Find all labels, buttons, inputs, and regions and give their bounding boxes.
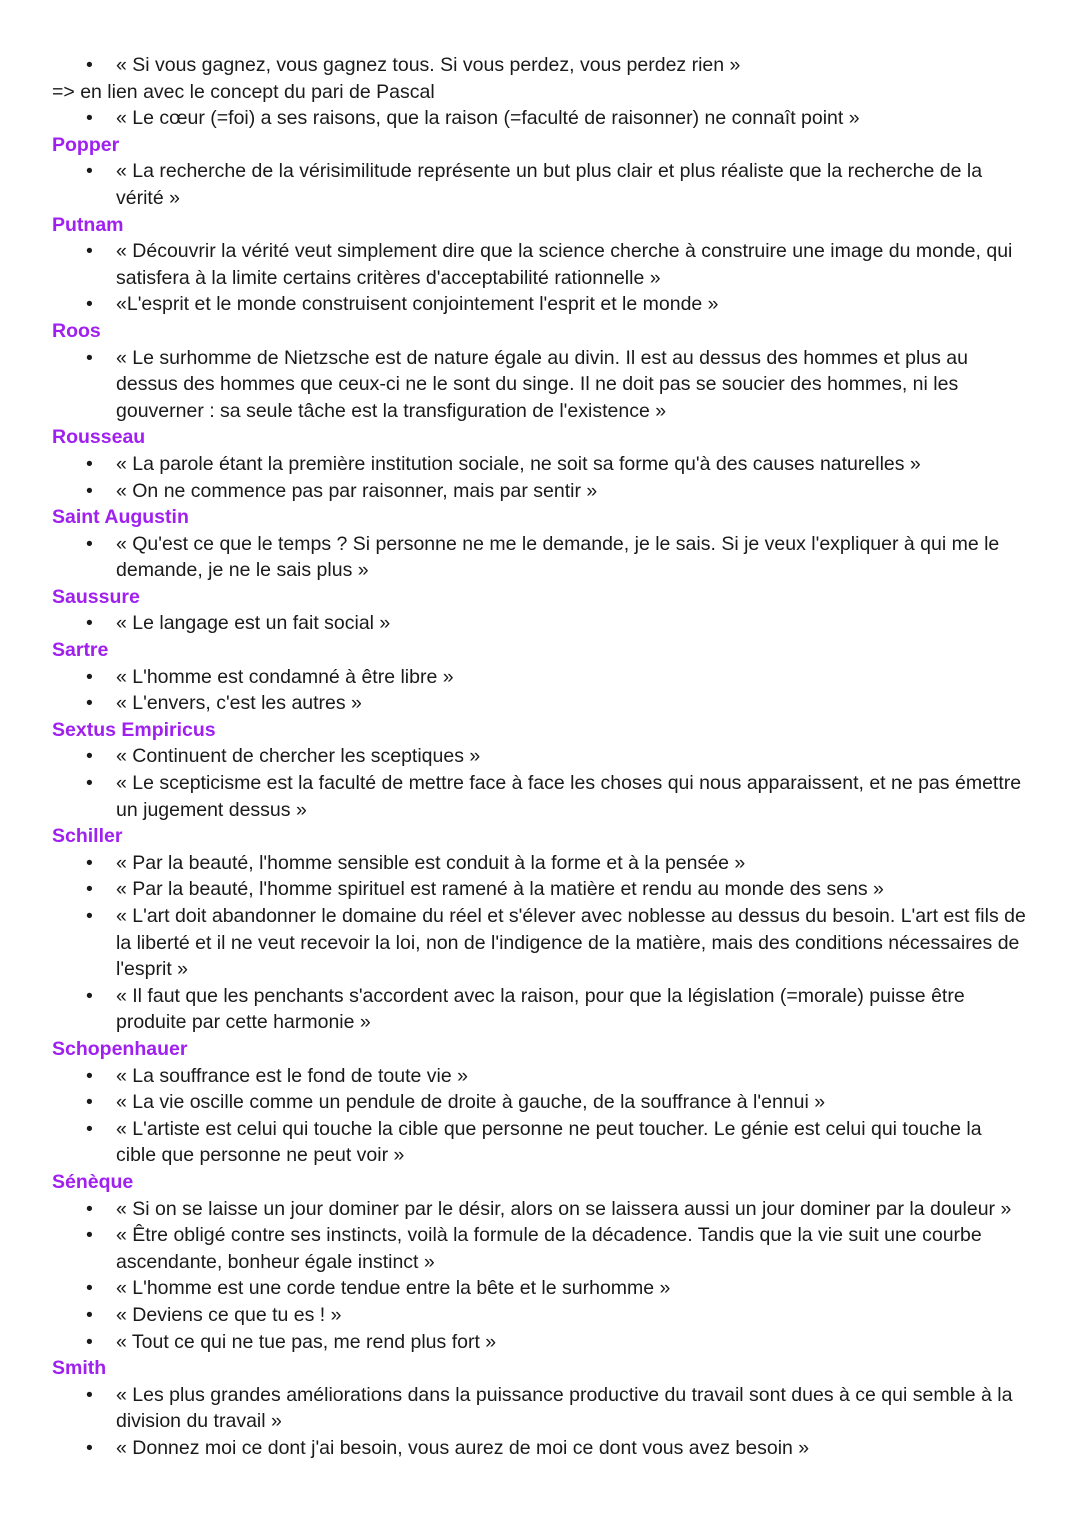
quote-item (52, 610, 1026, 637)
quote-item (52, 903, 1026, 983)
bullet-icon: • (86, 1197, 93, 1220)
quote-text: « Le langage est un fait social » (116, 612, 391, 635)
quote-item (52, 850, 1026, 877)
bullet-icon: • (86, 293, 93, 316)
quote-text: « Continuent de chercher les sceptiques » (116, 745, 481, 768)
author-heading: Smith (52, 1357, 107, 1380)
quote-item (52, 105, 1026, 132)
bullet-icon: • (86, 692, 93, 715)
bullet-icon: • (86, 452, 93, 475)
quote-text: « Être obligé contre ses instincts, voilà la formule de la décadence. Tandis que la vie suit une courbe ascendante, bonheur égale instinct » (116, 1224, 982, 1273)
quote-text: « Donnez moi ce dont j'ai besoin, vous aurez de moi ce dont vous avez besoin » (116, 1436, 810, 1459)
quote-item (52, 1275, 1026, 1302)
quote-text: « L'art doit abandonner le domaine du réel et s'élever avec noblesse au dessus du besoin. L'art est fils de la liberté et il ne veut recevoir la loi, non de l'indigence de la matière, mais des conditions nécessaires de l'esprit » (116, 905, 1026, 981)
author-heading: Putnam (52, 213, 124, 236)
quote-item (52, 664, 1026, 691)
quote-item (52, 238, 1026, 291)
quote-item (52, 1196, 1026, 1223)
quote-text: « Qu'est ce que le temps ? Si personne ne me le demande, je le sais. Si je veux l'expliquer à qui me le demande, je ne le sais plus » (116, 532, 1000, 582)
quote-item (52, 52, 1026, 79)
quote-text: « La souffrance est le fond de toute vie » (116, 1064, 468, 1087)
bullet-icon: • (86, 240, 93, 263)
bullet-icon: • (86, 1064, 93, 1087)
quote-text: « L'homme est condamné à être libre » (116, 665, 454, 688)
bullet-icon: • (86, 1117, 93, 1140)
bullet-icon: • (86, 1303, 93, 1326)
bullet-icon: • (86, 851, 93, 874)
bullet-icon: • (86, 745, 93, 768)
quote-item (52, 1435, 1026, 1462)
bullet-icon: • (86, 665, 93, 688)
quote-text: « Découvrir la vérité veut simplement dire que la science cherche à construire une image du monde, qui satisfera à la limite certains critères d'acceptabilité rationnelle » (116, 240, 1013, 289)
quote-text: « Le surhomme de Nietzsche est de nature égale au divin. Il est au dessus des hommes et plus au dessus des hommes que ceux-ci ne le sont du singe. Il ne doit pas se soucier des hommes, ni les gouverner : sa seule tâche est la transfiguration de l'existence » (116, 346, 968, 422)
quote-item (52, 345, 1026, 425)
bullet-icon: • (86, 107, 93, 130)
author-heading: Rousseau (52, 426, 146, 449)
quote-text: « Il faut que les penchants s'accordent avec la raison, pour que la législation (=morale) puisse être produite par cette harmonie » (116, 984, 965, 1034)
bullet-icon: • (86, 772, 93, 795)
quote-item (52, 770, 1026, 823)
author-heading: Sextus Empiricus (52, 718, 216, 741)
bullet-icon: • (86, 984, 93, 1007)
quote-item (52, 291, 1026, 318)
quote-text: « Si on se laisse un jour dominer par le désir, alors on se laissera aussi un jour dominer par la douleur » (116, 1197, 1012, 1220)
quote-text: « Deviens ce que tu es ! » (116, 1303, 342, 1326)
quote-item (52, 983, 1026, 1036)
bullet-icon: • (86, 1383, 93, 1406)
bullet-icon: • (86, 905, 93, 927)
quote-text: «L'esprit et le monde construisent conjointement l'esprit et le monde » (116, 293, 719, 316)
quote-item (52, 876, 1026, 903)
quote-text: « L'envers, c'est les autres » (116, 692, 362, 715)
bullet-icon: • (86, 1091, 93, 1114)
quote-item (52, 1222, 1026, 1275)
author-heading: Schopenhauer (52, 1037, 188, 1060)
bullet-icon: • (86, 532, 93, 555)
author-heading: Schiller (52, 825, 123, 848)
quote-text: « Par la beauté, l'homme sensible est conduit à la forme et à la pensée » (116, 851, 746, 874)
quote-text: « La recherche de la vérisimilitude représente un but plus clair et plus réaliste que la recherche de la vérité » (116, 160, 983, 209)
author-heading: Sénèque (52, 1170, 134, 1193)
bullet-icon: • (86, 1436, 93, 1459)
bullet-icon: • (86, 1330, 93, 1353)
bullet-icon: • (86, 160, 93, 183)
quote-text: « Si vous gagnez, vous gagnez tous. Si vous perdez, vous perdez rien » (116, 54, 741, 76)
quote-item (52, 158, 1026, 211)
bullet-icon: • (86, 346, 93, 369)
bullet-icon: • (86, 1224, 93, 1247)
quote-item (52, 1116, 1026, 1169)
quote-text: « Les plus grandes améliorations dans la puissance productive du travail sont dues à ce qui semble à la division du travail » (116, 1383, 1013, 1433)
quote-item (52, 743, 1026, 770)
quote-text: « L'artiste est celui qui touche la cible que personne ne peut toucher. Le génie est celui qui touche la cible que personne ne peut voir » (116, 1117, 982, 1167)
bullet-icon: • (86, 1277, 93, 1300)
quote-item (52, 690, 1026, 717)
bullet-icon: • (86, 54, 93, 76)
quote-item (52, 1302, 1026, 1329)
quote-text: « Par la beauté, l'homme spirituel est ramené à la matière et rendu au monde des sens » (116, 878, 884, 901)
quote-text: « Le cœur (=foi) a ses raisons, que la raison (=faculté de raisonner) ne connaît point » (116, 107, 860, 130)
author-heading: Roos (52, 319, 101, 342)
quote-text: « Le scepticisme est la faculté de mettre face à face les choses qui nous apparaissent, et ne pas émettre un jugement dessus » (116, 772, 1022, 821)
author-heading: Saint Augustin (52, 506, 189, 529)
quote-text: « La parole étant la première institution sociale, ne soit sa forme qu'à des causes naturelles » (116, 452, 921, 475)
quote-text: « Tout ce qui ne tue pas, me rend plus fort » (116, 1330, 497, 1353)
quote-text: « La vie oscille comme un pendule de droite à gauche, de la souffrance à l'ennui » (116, 1091, 826, 1114)
author-heading: Sartre (52, 639, 109, 662)
bullet-icon: • (86, 612, 93, 635)
quote-item (52, 531, 1026, 584)
quote-item (52, 1382, 1026, 1435)
quote-item (52, 1063, 1026, 1090)
quote-item (52, 1089, 1026, 1116)
quote-text: « L'homme est une corde tendue entre la bête et le surhomme » (116, 1277, 671, 1300)
quote-item (52, 451, 1026, 478)
author-heading: Saussure (52, 585, 140, 608)
bullet-icon: • (86, 479, 93, 502)
bullet-icon: • (86, 878, 93, 901)
note-line: => en lien avec le concept du pari de Pascal (52, 80, 435, 103)
quote-item (52, 478, 1026, 505)
quote-item (52, 1329, 1026, 1356)
quote-text: « On ne commence pas par raisonner, mais par sentir » (116, 479, 598, 502)
author-heading: Popper (52, 133, 120, 156)
